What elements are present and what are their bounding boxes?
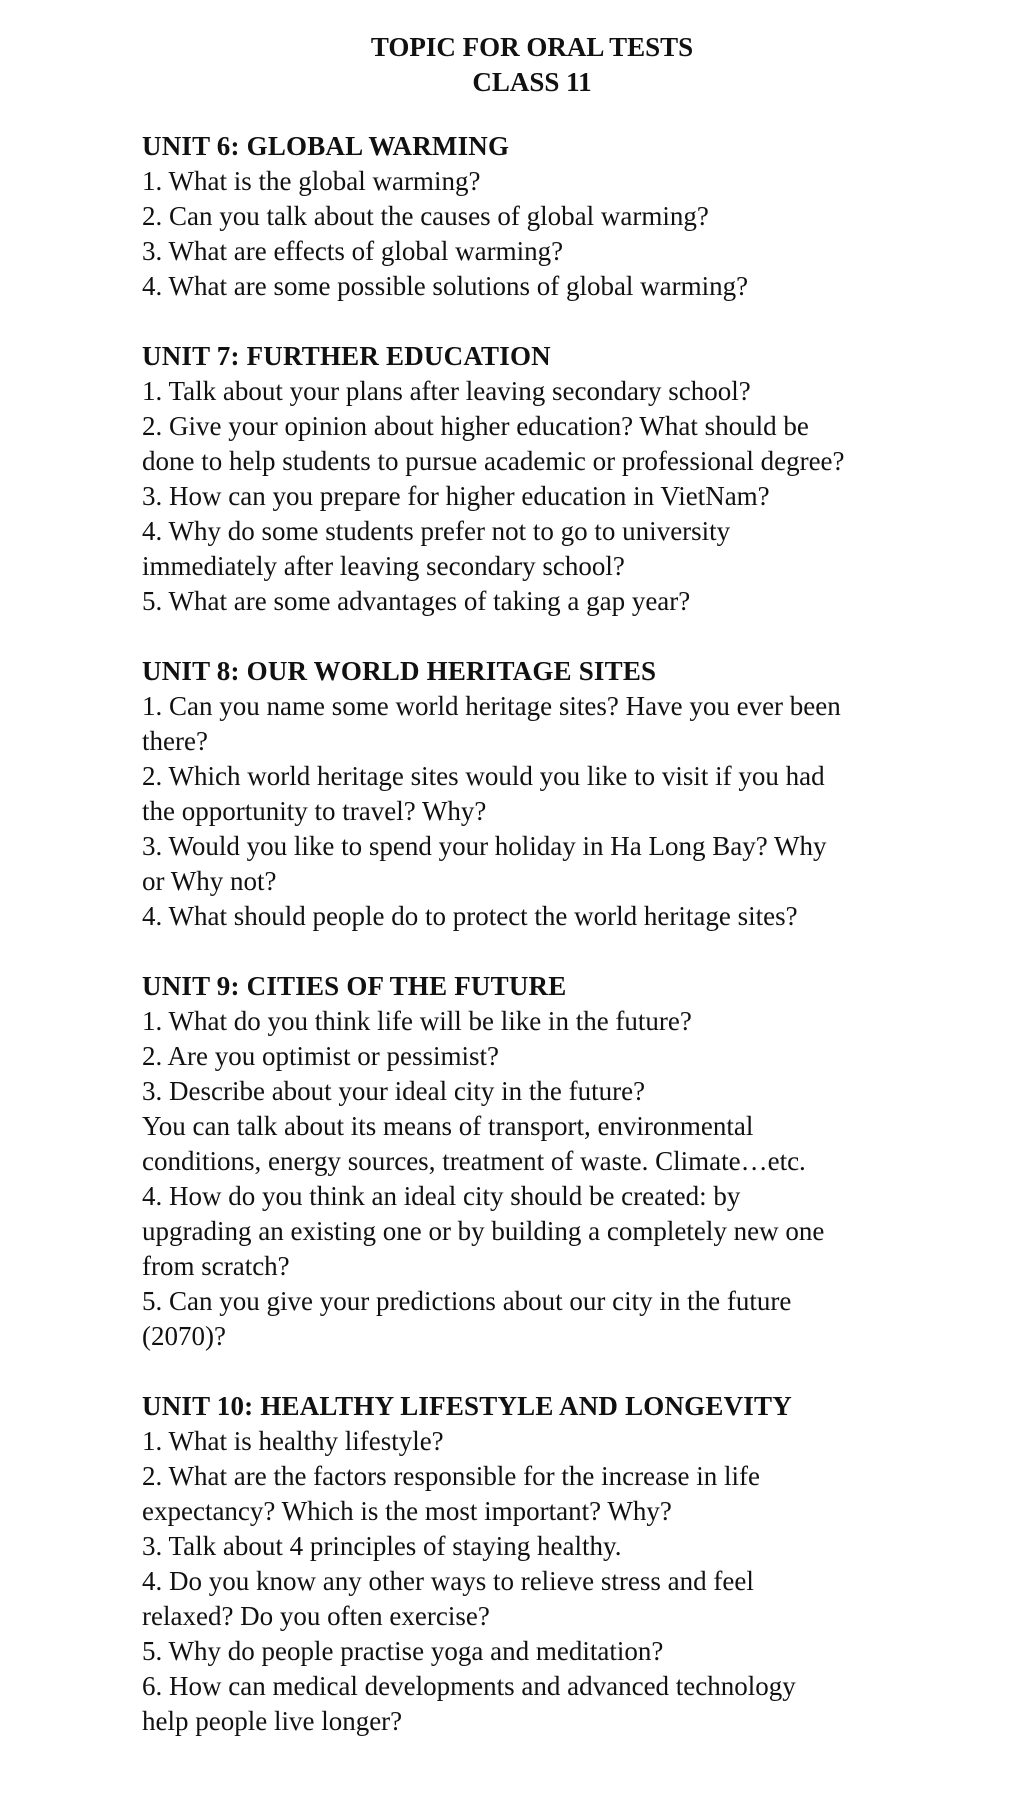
unit-section (142, 129, 964, 304)
question-line: 5. What are some advantages of taking a gap year? (142, 586, 691, 616)
question-line: or Why not? (142, 866, 277, 896)
question-list (142, 689, 964, 934)
question-line: relaxed? Do you often exercise? (142, 1601, 490, 1631)
question-list (142, 1004, 964, 1354)
question-list (142, 1424, 964, 1739)
question-line: immediately after leaving secondary school? (142, 551, 625, 581)
unit-section (142, 339, 964, 619)
unit-section (142, 969, 964, 1354)
question-line: 3. How can you prepare for higher education in VietNam? (142, 481, 770, 511)
document-header (0, 30, 1024, 100)
unit-title: UNIT 7: FURTHER EDUCATION (142, 341, 551, 371)
question-line: the opportunity to travel? Why? (142, 796, 487, 826)
question-line: 1. Talk about your plans after leaving secondary school? (142, 376, 751, 406)
question-line: 2. What are the factors responsible for the increase in life (142, 1461, 760, 1491)
question-line: 2. Which world heritage sites would you like to visit if you had (142, 761, 825, 791)
unit-section (142, 1389, 964, 1739)
question-line: 3. Describe about your ideal city in the future? (142, 1076, 646, 1106)
question-line: 1. What do you think life will be like in the future? (142, 1006, 692, 1036)
question-line: 3. Would you like to spend your holiday in Ha Long Bay? Why (142, 831, 827, 861)
question-line: 1. What is healthy lifestyle? (142, 1426, 444, 1456)
question-line: 3. Talk about 4 principles of staying healthy. (142, 1531, 622, 1561)
question-line: 6. How can medical developments and advanced technology (142, 1671, 796, 1701)
question-line: 2. Give your opinion about higher education? What should be (142, 411, 809, 441)
question-line: You can talk about its means of transport, environmental (142, 1111, 754, 1141)
question-line: 1. What is the global warming? (142, 166, 481, 196)
question-line: upgrading an existing one or by building a completely new one (142, 1216, 825, 1246)
unit-title: UNIT 10: HEALTHY LIFESTYLE AND LONGEVITY (142, 1391, 792, 1421)
question-line: from scratch? (142, 1251, 290, 1281)
units-list (142, 129, 964, 1739)
unit-title: UNIT 6: GLOBAL WARMING (142, 131, 510, 161)
question-list (142, 164, 964, 304)
question-line: 1. Can you name some world heritage sites? Have you ever been (142, 691, 841, 721)
unit-section (142, 654, 964, 934)
unit-title: UNIT 9: CITIES OF THE FUTURE (142, 971, 567, 1001)
question-line: 4. Do you know any other ways to relieve stress and feel (142, 1566, 754, 1596)
question-line: expectancy? Which is the most important? Why? (142, 1496, 672, 1526)
question-line: there? (142, 726, 208, 756)
question-line: conditions, energy sources, treatment of waste. Climate…etc. (142, 1146, 806, 1176)
question-line: 5. Why do people practise yoga and meditation? (142, 1636, 664, 1666)
question-line: 3. What are effects of global warming? (142, 236, 564, 266)
question-line: help people live longer? (142, 1706, 403, 1736)
question-line: 4. Why do some students prefer not to go to university (142, 516, 731, 546)
question-line: 5. Can you give your predictions about our city in the future (142, 1286, 792, 1316)
unit-title: UNIT 8: OUR WORLD HERITAGE SITES (142, 656, 657, 686)
question-line: 2. Can you talk about the causes of global warming? (142, 201, 709, 231)
class-label: CLASS 11 (472, 67, 592, 97)
question-line: 4. What should people do to protect the world heritage sites? (142, 901, 798, 931)
question-line: (2070)? (142, 1321, 226, 1351)
question-line: 4. What are some possible solutions of global warming? (142, 271, 749, 301)
question-list (142, 374, 964, 619)
question-line: 2. Are you optimist or pessimist? (142, 1041, 499, 1071)
question-line: 4. How do you think an ideal city should be created: by (142, 1181, 741, 1211)
question-line: done to help students to pursue academic or professional degree? (142, 446, 845, 476)
document-title: TOPIC FOR ORAL TESTS (370, 32, 694, 62)
